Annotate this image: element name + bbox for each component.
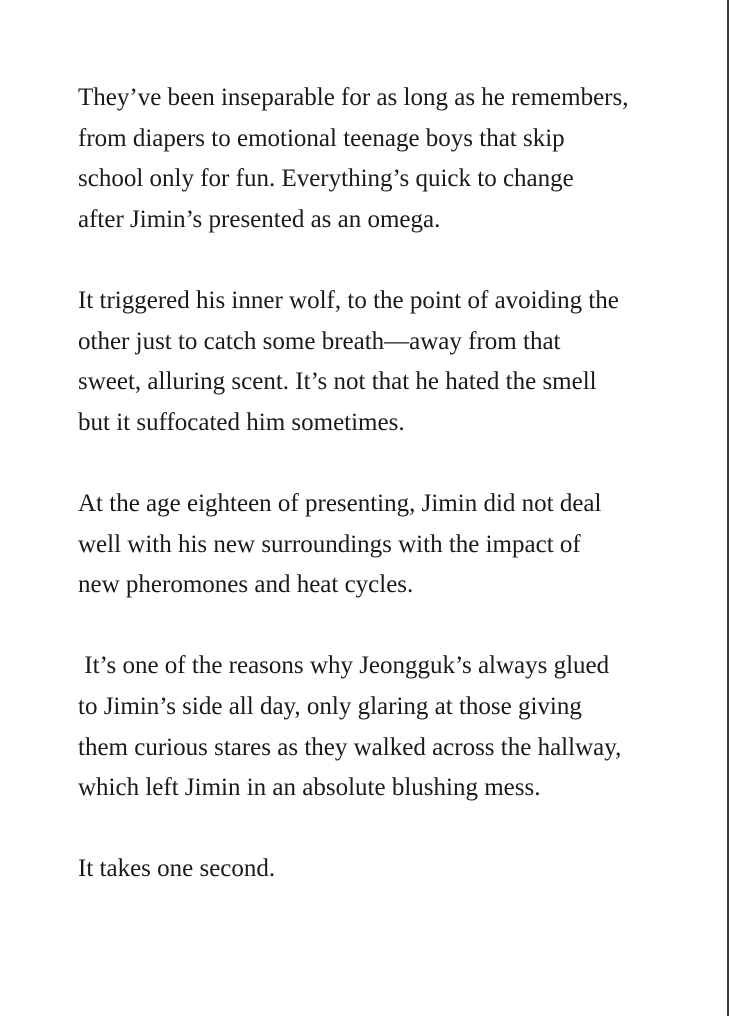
text-line: them curious stares as they walked across the hallway, [78,733,622,761]
paragraph-2 [78,281,678,443]
paragraph-5 [78,849,678,890]
text-line: after Jimin’s presented as an omega. [78,205,441,233]
text-line: well with his new surroundings with the impact of [78,530,581,558]
text-line: from diapers to emotional teenage boys that skip [78,124,565,152]
text-line: new pheromones and heat cycles. [78,571,414,599]
text-line: It takes one second. [78,855,276,883]
paragraph-3 [78,484,678,606]
text-line: At the age eighteen of presenting, Jimin did not deal [78,489,602,517]
text-line: They’ve been inseparable for as long as he remembers, [78,84,629,111]
text-line: school only for fun. Everything’s quick to change [78,165,574,193]
story-text [78,78,678,930]
text-line: other just to catch some breath—away from that [78,327,561,355]
text-line: but it suffocated him sometimes. [78,408,405,436]
text-line: which left Jimin in an absolute blushing mess. [78,774,541,802]
text-line: to Jimin’s side all day, only glaring at those giving [78,692,582,720]
text-line: It triggered his inner wolf, to the point of avoiding the [78,286,619,314]
text-line: It’s one of the reasons why Jeongguk’s always glued [78,652,610,680]
paragraph-1 [78,78,678,240]
text-line: sweet, alluring scent. It’s not that he hated the smell [78,368,597,396]
paragraph-4 [78,646,678,808]
